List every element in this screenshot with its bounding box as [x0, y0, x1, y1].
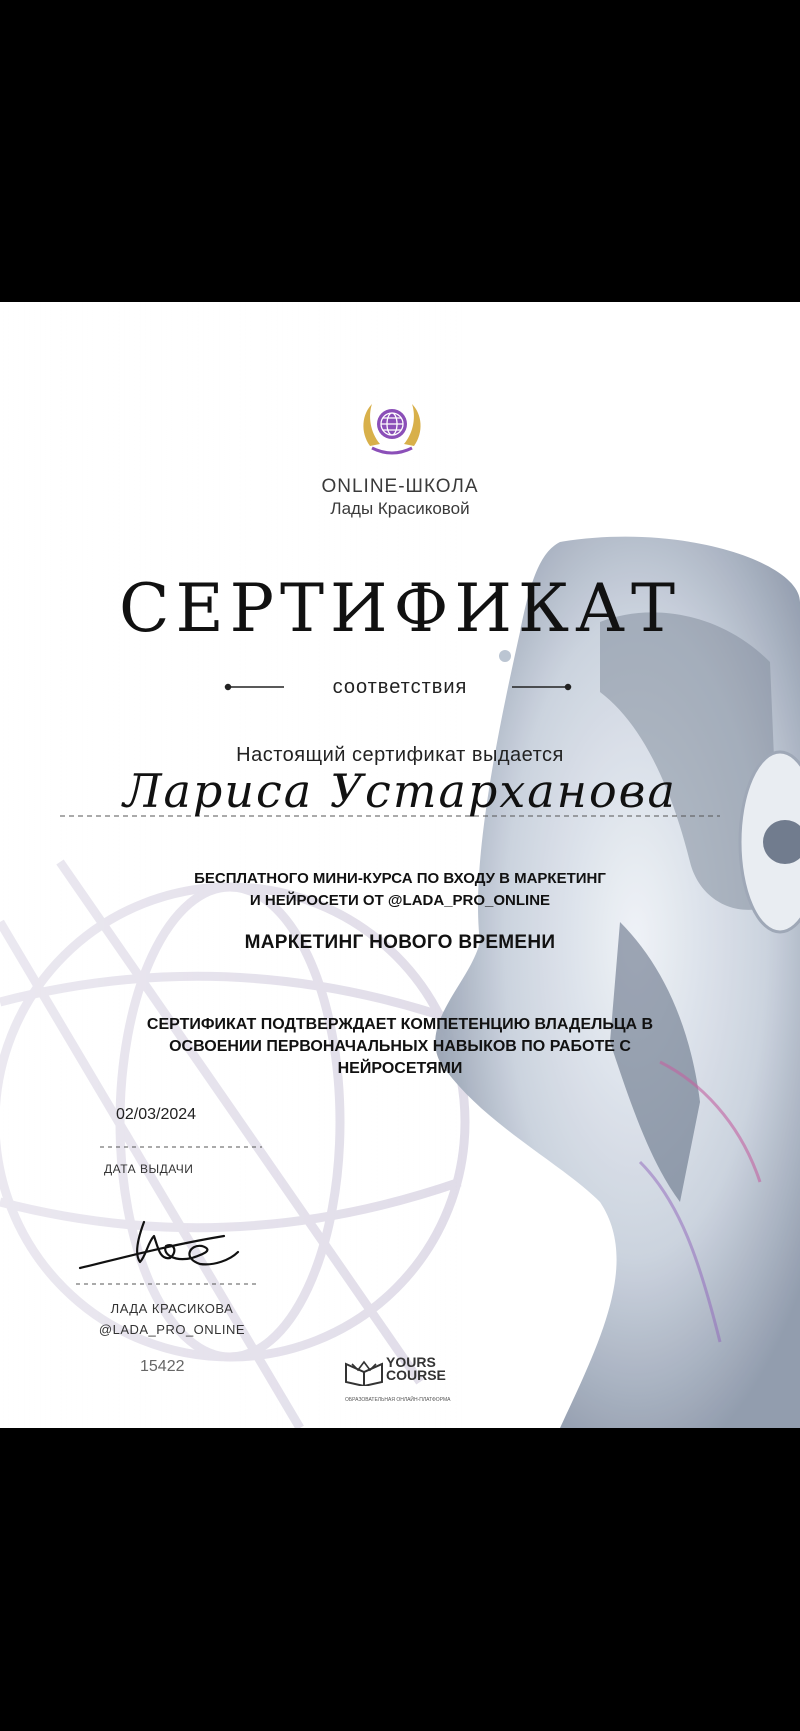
- signature-icon: [74, 1202, 244, 1282]
- certificate: [0, 302, 800, 1428]
- issued-text: Настоящий сертификат выдается: [236, 744, 564, 766]
- recipient-name: Лариса Устарханова: [123, 764, 677, 818]
- program-title: МАРКЕТИНГ НОВОГО ВРЕМЕНИ: [244, 932, 556, 953]
- school-name: ONLINE-ШКОЛА: [321, 476, 479, 497]
- confirm-line-3: НЕЙРОСЕТЯМИ: [337, 1060, 463, 1077]
- platform-name-line-1: YOURS: [386, 1354, 436, 1370]
- signer-handle: @LADA_PRO_ONLINE: [98, 1322, 246, 1337]
- confirm-line-1: СЕРТИФИКАТ ПОДТВЕРЖДАЕТ КОМПЕТЕНЦИЮ ВЛАДЕЛЬЦА В: [146, 1016, 654, 1033]
- signer-name: ЛАДА КРАСИКОВА: [110, 1301, 234, 1316]
- course-line-1: БЕСПЛАТНОГО МИНИ-КУРСА ПО ВХОДУ В МАРКЕТИНГ: [194, 870, 606, 887]
- signer-block: [88, 1298, 256, 1340]
- platform-name-line-2: COURSE: [386, 1367, 446, 1383]
- book-logo-icon: [344, 1360, 384, 1386]
- platform-name: [386, 1356, 446, 1382]
- issue-date-label: ДАТА ВЫДАЧИ: [104, 1162, 194, 1176]
- certificate-subtitle: соответствия: [332, 676, 468, 698]
- certificate-number: 15422: [140, 1358, 185, 1375]
- issue-date: 02/03/2024: [116, 1106, 197, 1123]
- confirmation-text: [0, 1014, 800, 1080]
- confirm-line-2: ОСВОЕНИИ ПЕРВОНАЧАЛЬНЫХ НАВЫКОВ ПО РАБОТЕ С: [169, 1038, 631, 1055]
- certificate-title: СЕРТИФИКАТ: [118, 570, 682, 647]
- course-description: [0, 868, 800, 912]
- school-logo-icon: [360, 396, 424, 458]
- platform-tagline: ОБРАЗОВАТЕЛЬНАЯ ОНЛАЙН-ПЛАТФОРМА: [345, 1397, 451, 1403]
- school-owner: Лады Красиковой: [330, 499, 470, 518]
- course-line-2: И НЕЙРОСЕТИ ОТ @LADA_PRO_ONLINE: [249, 892, 551, 909]
